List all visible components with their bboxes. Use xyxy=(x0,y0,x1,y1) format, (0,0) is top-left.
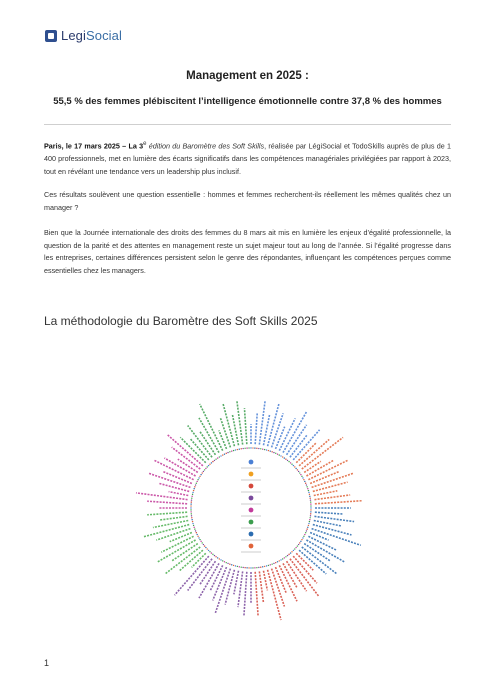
diagram-ring-dot xyxy=(193,488,194,489)
diagram-ring-dot xyxy=(300,541,301,542)
intro-paragraph: Paris, le 17 mars 2025 – La 3e édition du Baromètre des Soft Skills, réalisée par LégiSocial et TodoSkills auprès de plus de 1 400 professionnels, met en lumière des écarts significatifs dans les compétences managériales privilégiées par rapport à 2023, tout en révélant une tendance vers un leadership plus inclusif. xyxy=(44,141,452,176)
diagram-label-stroke xyxy=(304,461,321,472)
diagram-center-dot xyxy=(249,472,254,477)
diagram-ring-dot xyxy=(295,547,296,548)
diagram-ring-dot xyxy=(204,545,205,546)
diagram-ring-dot xyxy=(233,450,234,451)
diagram-ring-dot xyxy=(304,534,305,535)
diagram-ring-dot xyxy=(200,474,201,475)
diagram-label-stroke xyxy=(299,439,329,465)
diagram-label-stroke xyxy=(255,412,257,444)
diagram-ring-dot xyxy=(282,456,283,457)
diagram-ring-dot xyxy=(193,525,194,526)
diagram-label-stroke xyxy=(293,430,319,460)
diagram-center-dot xyxy=(249,544,254,549)
diagram-ring-dot xyxy=(273,452,274,453)
diagram-ring-dot xyxy=(293,550,294,551)
diagram-center-dot xyxy=(249,508,254,513)
diagram-ring-dot xyxy=(190,511,191,512)
diagram-ring-dot xyxy=(214,555,215,556)
diagram-ring-dot xyxy=(310,499,311,500)
diagram-ring-dot xyxy=(277,453,278,454)
diagram-ring-dot xyxy=(220,455,221,456)
diagram-ring-dot xyxy=(215,459,216,460)
diagram-ring-dot xyxy=(231,564,232,565)
diagram-ring-dot xyxy=(198,537,199,538)
diagram-ring-dot xyxy=(224,561,225,562)
diagram-ring-dot xyxy=(246,567,247,568)
diagram-ring-dot xyxy=(208,550,209,551)
diagram-ring-dot xyxy=(197,479,198,480)
diagram-ring-dot xyxy=(229,451,230,452)
diagram-ring-dot xyxy=(302,477,303,478)
diagram-ring-dot xyxy=(294,466,295,467)
diagram-label-stroke xyxy=(290,559,319,597)
diagram-ring-dot xyxy=(309,519,310,520)
diagram-ring-dot xyxy=(284,457,285,458)
diagram-ring-dot xyxy=(209,551,210,552)
diagram-ring-dot xyxy=(290,552,291,553)
diagram-ring-dot xyxy=(280,559,281,560)
diagram-label-stroke xyxy=(234,571,239,595)
diagram-ring-dot xyxy=(205,468,206,469)
diagram-ring-dot xyxy=(288,461,289,462)
diagram-ring-dot xyxy=(191,498,192,499)
question-paragraph: Ces résultats soulèvent une question essentielle : hommes et femmes recherchent-ils réellement les mêmes qualités chez un manager ? xyxy=(44,190,451,212)
diagram-ring-dot xyxy=(300,474,301,475)
diagram-label-stroke xyxy=(192,553,206,567)
diagram-label-stroke xyxy=(169,492,189,496)
diagram-ring-dot xyxy=(190,507,191,508)
diagram-label-stroke xyxy=(160,516,188,520)
diagram-label-stroke xyxy=(255,572,258,616)
diagram-ring-dot xyxy=(193,490,194,491)
diagram-ring-dot xyxy=(212,461,213,462)
diagram-label-stroke xyxy=(180,437,205,462)
diagram-ring-dot xyxy=(237,566,238,567)
logo-text: LegiSocial xyxy=(61,28,122,43)
diagram-ring-dot xyxy=(273,563,274,564)
diagram-ring-dot xyxy=(309,498,310,499)
diagram-ring-dot xyxy=(239,566,240,567)
diagram-ring-dot xyxy=(194,528,195,529)
diagram-ring-dot xyxy=(192,523,193,524)
diagram-label-stroke xyxy=(232,414,238,445)
diagram-ring-dot xyxy=(306,484,307,485)
diagram-center-dot xyxy=(249,484,254,489)
diagram-ring-dot xyxy=(310,505,311,506)
diagram-ring-dot xyxy=(196,483,197,484)
diagram-ring-dot xyxy=(306,528,307,529)
diagram-ring-dot xyxy=(207,548,208,549)
diagram-ring-dot xyxy=(268,565,269,566)
diagram-ring-dot xyxy=(220,559,221,560)
diagram-ring-dot xyxy=(222,560,223,561)
diagram-ring-dot xyxy=(275,453,276,454)
diagram-label-stroke xyxy=(302,547,337,574)
diagram-ring-dot xyxy=(254,567,255,568)
logo-icon xyxy=(44,29,58,43)
diagram-ring-dot xyxy=(235,449,236,450)
diagram-ring-dot xyxy=(217,557,218,558)
diagram-label-stroke xyxy=(310,532,328,540)
diagram-ring-dot xyxy=(226,453,227,454)
diagram-label-stroke xyxy=(275,567,286,593)
diagram-ring-dot xyxy=(305,532,306,533)
diagram-ring-dot xyxy=(196,532,197,533)
context-paragraph: Bien que la Journée internationale des droits des femmes du 8 mars ait mis en lumière les enjeux d’égalité professionnelle, la question de la parité et des attentes en management reste un sujet majeur tout au long de l’année. Si l’égalité progresse dans les entreprises, certaines différences persistent selon le genre des répondantes, influençant les compétences perçues comme essentielles chez les managers. xyxy=(44,228,451,275)
diagram-ring-dot xyxy=(203,471,204,472)
diagram-label-stroke xyxy=(238,571,243,607)
diagram-ring-dot xyxy=(192,492,193,493)
diagram-ring-dot xyxy=(299,542,300,543)
diagram-label-stroke xyxy=(283,411,307,453)
diagram-ring-dot xyxy=(294,548,295,549)
diagram-ring-dot xyxy=(190,505,191,506)
diagram-ring-dot xyxy=(301,476,302,477)
diagram-label-stroke xyxy=(225,570,234,605)
diagram-ring-dot xyxy=(199,539,200,540)
diagram-ring-dot xyxy=(224,453,225,454)
diagram-label-stroke xyxy=(147,512,187,515)
diagram-ring-dot xyxy=(211,462,212,463)
diagram-ring-dot xyxy=(212,554,213,555)
diagram-ring-dot xyxy=(241,448,242,449)
diagram-ring-dot xyxy=(302,537,303,538)
diagram-ring-dot xyxy=(310,509,311,510)
diagram-ring-dot xyxy=(279,454,280,455)
diagram-label-stroke xyxy=(170,532,192,541)
diagram-ring-dot xyxy=(203,544,204,545)
diagram-ring-dot xyxy=(291,551,292,552)
diagram-ring-dot xyxy=(297,545,298,546)
diagram-ring-dot xyxy=(288,554,289,555)
diagram-center-dot xyxy=(249,520,254,525)
diagram-label-stroke xyxy=(220,417,230,447)
diagram-ring-dot xyxy=(309,496,310,497)
diagram-ring-dot xyxy=(190,503,191,504)
diagram-ring-dot xyxy=(284,557,285,558)
diagram-ring-dot xyxy=(198,477,199,478)
diagram-ring-dot xyxy=(237,449,238,450)
diagram-ring-dot xyxy=(290,462,291,463)
diagram-ring-dot xyxy=(268,450,269,451)
diagram-ring-dot xyxy=(299,472,300,473)
diagram-ring-dot xyxy=(211,552,212,553)
diagram-label-stroke xyxy=(219,430,227,448)
diagram-ring-dot xyxy=(271,451,272,452)
diagram-label-stroke xyxy=(188,559,212,591)
diagram-ring-dot xyxy=(277,561,278,562)
diagram-ring-dot xyxy=(195,484,196,485)
diagram-ring-dot xyxy=(287,555,288,556)
diagram-ring-dot xyxy=(244,448,245,449)
diagram-ring-dot xyxy=(309,521,310,522)
diagram-ring-dot xyxy=(196,534,197,535)
diagram-ring-dot xyxy=(262,448,263,449)
diagram-ring-dot xyxy=(298,544,299,545)
diagram-ring-dot xyxy=(204,469,205,470)
diagram-label-stroke xyxy=(314,516,354,521)
diagram-ring-dot xyxy=(219,456,220,457)
diagram-ring-dot xyxy=(191,513,192,514)
diagram-ring-dot xyxy=(291,464,292,465)
diagram-ring-dot xyxy=(227,452,228,453)
diagram-ring-dot xyxy=(241,566,242,567)
diagram-center-dot xyxy=(249,460,254,465)
diagram-ring-dot xyxy=(250,567,251,568)
diagram-ring-dot xyxy=(229,563,230,564)
diagram-ring-dot xyxy=(242,448,243,449)
diagram-ring-dot xyxy=(208,465,209,466)
diagram-ring-dot xyxy=(222,454,223,455)
diagram-ring-dot xyxy=(309,494,310,495)
diagram-ring-dot xyxy=(192,521,193,522)
diagram-ring-dot xyxy=(256,448,257,449)
diagram-ring-dot xyxy=(200,541,201,542)
diagram-ring-dot xyxy=(191,496,192,497)
diagram-ring-dot xyxy=(215,556,216,557)
diagram-label-stroke xyxy=(275,427,284,449)
diagram-ring-dot xyxy=(233,565,234,566)
diagram-ring-dot xyxy=(199,476,200,477)
diagram-ring-dot xyxy=(246,447,247,448)
diagram-ring-dot xyxy=(239,448,240,449)
diagram-ring-dot xyxy=(209,464,210,465)
diagram-ring-dot xyxy=(191,519,192,520)
diagram-ring-dot xyxy=(226,562,227,563)
diagram-ring-dot xyxy=(266,565,267,566)
diagram-label-stroke xyxy=(314,491,338,496)
diagram-label-stroke xyxy=(268,404,279,447)
diagram-ring-dot xyxy=(202,472,203,473)
diagram-ring-dot xyxy=(260,448,261,449)
diagram-ring-dot xyxy=(252,447,253,448)
diagram-ring-dot xyxy=(235,565,236,566)
diagram-ring-dot xyxy=(227,563,228,564)
diagram-ring-dot xyxy=(258,448,259,449)
diagram-ring-dot xyxy=(231,450,232,451)
diagram-ring-dot xyxy=(271,563,272,564)
diagram-label-stroke xyxy=(143,525,189,537)
diagram-ring-dot xyxy=(202,542,203,543)
diagram-ring-dot xyxy=(258,567,259,568)
diagram-label-stroke xyxy=(164,458,195,476)
diagram-ring-dot xyxy=(191,499,192,500)
diagram-ring-dot xyxy=(307,488,308,489)
diagram-ring-dot xyxy=(248,567,249,568)
diagram-ring-dot xyxy=(307,527,308,528)
diagram-ring-dot xyxy=(310,503,311,504)
diagram-ring-dot xyxy=(308,523,309,524)
diagram-ring-dot xyxy=(207,466,208,467)
diagram-ring-dot xyxy=(205,547,206,548)
diagram-ring-dot xyxy=(301,539,302,540)
diagram-label-stroke xyxy=(178,459,198,472)
diagram-ring-dot xyxy=(260,566,261,567)
diagram-ring-dot xyxy=(310,515,311,516)
diagram-label-stroke xyxy=(210,565,222,590)
diagram-ring-dot xyxy=(310,513,311,514)
diagram-ring-dot xyxy=(306,530,307,531)
diagram-ring-dot xyxy=(190,509,191,510)
diagram-ring-dot xyxy=(194,486,195,487)
diagram-ring-dot xyxy=(303,536,304,537)
document-title: Management en 2025 : xyxy=(186,70,309,82)
diagram-ring-dot xyxy=(193,527,194,528)
document-subtitle: 55,5 % des femmes plébiscitent l’intelligence émotionnelle contre 37,8 % des hommes xyxy=(53,96,442,107)
diagram-ring-dot xyxy=(275,562,276,563)
section-heading: La méthodologie du Baromètre des Soft Skills 2025 xyxy=(44,314,318,328)
diagram-ring-dot xyxy=(295,468,296,469)
diagram-label-stroke xyxy=(158,483,189,491)
diagram-ring-dot xyxy=(280,455,281,456)
diagram-label-stroke xyxy=(188,425,212,457)
diagram-label-stroke xyxy=(244,408,246,444)
legisocial-logo xyxy=(44,28,122,43)
diagram-ring-dot xyxy=(293,465,294,466)
diagram-ring-dot xyxy=(217,457,218,458)
diagram-center-dot xyxy=(249,532,254,537)
diagram-ring-dot xyxy=(214,460,215,461)
diagram-label-stroke xyxy=(263,414,269,445)
diagram-ring-dot xyxy=(256,567,257,568)
diagram-ring-dot xyxy=(191,517,192,518)
diagram-ring-dot xyxy=(196,481,197,482)
diagram-ring-dot xyxy=(250,447,251,448)
diagram-label-stroke xyxy=(314,495,350,500)
divider xyxy=(44,124,451,125)
diagram-label-stroke xyxy=(165,547,200,574)
diagram-ring-dot xyxy=(254,447,255,448)
diagram-label-stroke xyxy=(315,501,363,504)
diagram-ring-dot xyxy=(219,558,220,559)
diagram-ring-dot xyxy=(266,449,267,450)
diagram-ring-dot xyxy=(192,494,193,495)
diagram-ring-dot xyxy=(298,471,299,472)
diagram-ring-dot xyxy=(309,517,310,518)
diagram-label-stroke xyxy=(200,404,223,451)
diagram-ring-dot xyxy=(310,501,311,502)
diagram-ring-dot xyxy=(303,479,304,480)
diagram-ring-dot xyxy=(308,525,309,526)
diagram-ring-dot xyxy=(248,447,249,448)
diagram-ring-dot xyxy=(264,449,265,450)
diagram-label-stroke xyxy=(147,501,187,504)
diagram-label-stroke xyxy=(313,482,348,491)
diagram-center-dot xyxy=(249,496,254,501)
diagram-ring-dot xyxy=(242,567,243,568)
diagram-ring-dot xyxy=(285,556,286,557)
diagram-ring-dot xyxy=(285,459,286,460)
diagram-ring-dot xyxy=(279,560,280,561)
diagram-ring-dot xyxy=(197,536,198,537)
diagram-ring-dot xyxy=(308,490,309,491)
diagram-ring-dot xyxy=(270,564,271,565)
diagram-ring-dot xyxy=(252,567,253,568)
methodology-radial-diagram xyxy=(118,376,384,640)
diagram-ring-dot xyxy=(306,486,307,487)
diagram-ring-dot xyxy=(310,507,311,508)
diagram-ring-dot xyxy=(310,511,311,512)
diagram-ring-dot xyxy=(287,460,288,461)
diagram-ring-dot xyxy=(304,481,305,482)
diagram-ring-dot xyxy=(270,450,271,451)
diagram-label-stroke xyxy=(313,525,352,535)
diagram-ring-dot xyxy=(195,530,196,531)
page-number: 1 xyxy=(44,658,50,668)
diagram-ring-dot xyxy=(308,492,309,493)
diagram-ring-dot xyxy=(305,483,306,484)
diagram-ring-dot xyxy=(191,501,192,502)
diagram-label-stroke xyxy=(223,404,234,447)
diagram-ring-dot xyxy=(244,567,245,568)
diagram-label-stroke xyxy=(315,512,343,514)
diagram-label-stroke xyxy=(244,572,247,616)
diagram-ring-dot xyxy=(262,566,263,567)
diagram-ring-dot xyxy=(191,515,192,516)
diagram-ring-dot xyxy=(297,469,298,470)
diagram-label-stroke xyxy=(263,571,267,591)
diagram-ring-dot xyxy=(264,566,265,567)
diagram-label-stroke xyxy=(136,493,188,500)
diagram-ring-dot xyxy=(282,558,283,559)
diagram-label-stroke xyxy=(259,571,263,603)
